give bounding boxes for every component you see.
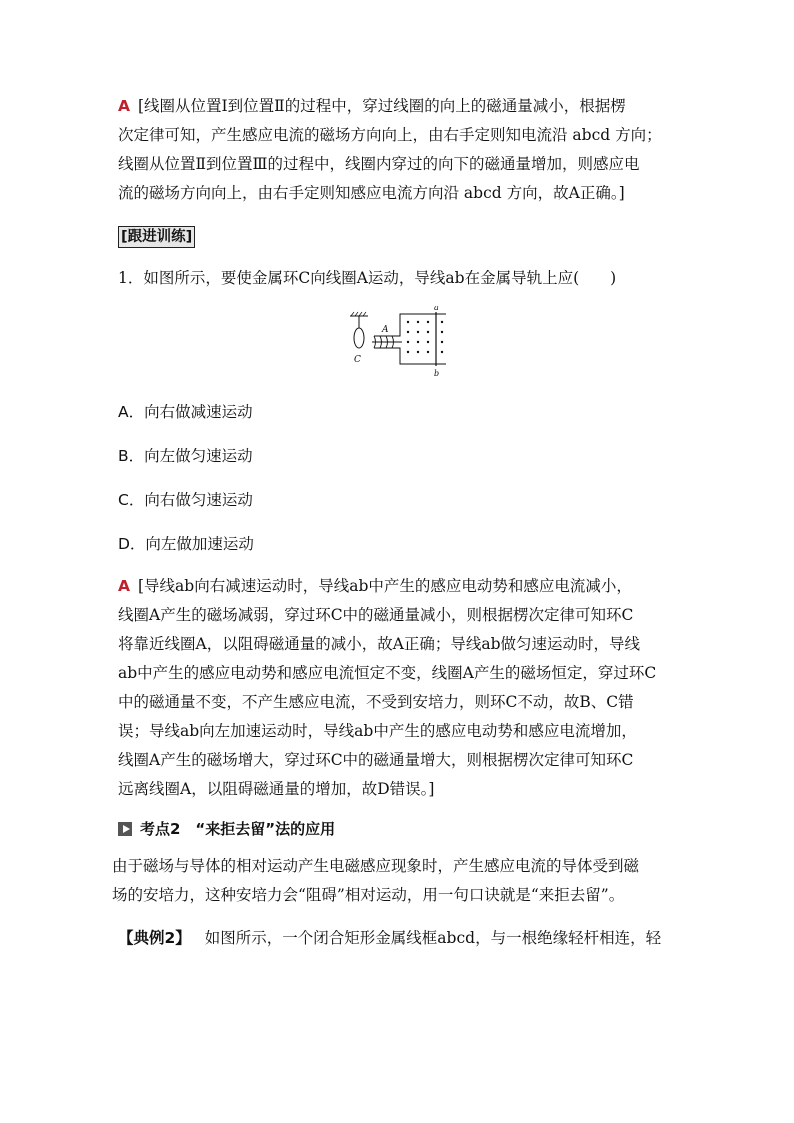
option-d: D．向左做加速运动 [118,535,254,553]
magnetic-field-dots [407,321,443,353]
answer-line: [导线ab向右减速运动时，导线ab中产生的感应电动势和感应电流减小， [138,577,632,595]
answer-line: 远离线圈A，以阻碍磁通量的增加，故D错误。] [118,780,435,798]
answer-line: 误；导线ab向左加速运动时，导线ab中产生的感应电动势和感应电流增加， [118,722,637,740]
answer-line: 线圈从位置Ⅱ到位置Ⅲ的过程中，线圈内穿过的向下的磁通量增加，则感应电 [118,155,640,173]
coil-a [372,336,402,348]
example-label: 【典例2】 [118,929,191,947]
answer-letter: A [118,577,130,595]
answer-line: 将靠近线圈A，以阻碍磁通量的减小，故A正确；导线ab做匀速运动时，导线 [118,635,641,653]
answer-block-2 [118,572,688,804]
answer-line: 线圈A产生的磁场增大，穿过环C中的磁通量增大，则根据楞次定律可知环C [118,751,634,769]
ring-c [354,328,364,348]
answer-line: 中的磁通量不变，不产生感应电流，不受到安培力，则环C不动，故B、C错 [118,693,634,711]
answer-block-1 [118,92,688,208]
section-heading [118,816,688,842]
option-b: B．向左做匀速运动 [118,447,253,465]
answer-line: [线圈从位置Ⅰ到位置Ⅱ的过程中，穿过线圈的向上的磁通量减小，根据楞 [138,97,626,115]
example-line [118,924,688,953]
page-content [112,92,688,953]
intro-line: 由于磁场与导体的相对运动产生电磁感应现象时，产生感应电流的导体受到磁 [112,857,640,875]
question-text: 1．如图所示，要使金属环C向线圈A运动，导线ab在金属导轨上应( ) [118,269,617,287]
label-c: C [354,355,361,365]
section-title: 考点2 “来拒去留”法的应用 [140,820,336,838]
answer-line: 线圈A产生的磁场减弱，穿过环C中的磁通量减小，则根据楞次定律可知环C [118,606,634,624]
label-a: a [434,306,439,312]
label-b: b [434,369,440,378]
answer-line: 次定律可知，产生感应电流的磁场方向向上，由右手定则知电流沿 abcd 方向； [118,126,662,144]
training-label: [跟进训练] [118,226,195,248]
option-c: C．向右做匀速运动 [118,491,253,509]
circuit-figure [342,306,452,380]
intro-line: 场的安培力，这种安培力会“阻碍”相对运动，用一句口诀就是“来拒去留”。 [112,886,625,904]
answer-line: 流的磁场方向向上，由右手定则知感应电流方向沿 abcd 方向，故A正确。] [118,184,625,202]
option-a: A．向右做减速运动 [118,403,253,421]
example-text: 如图所示，一个闭合矩形金属线框abcd，与一根绝缘轻杆相连，轻 [204,929,662,947]
label-a-coil: A [382,325,389,335]
answer-line: ab中产生的感应电动势和感应电流恒定不变，线圈A产生的磁场恒定，穿过环C [118,664,657,682]
answer-letter: A [118,97,130,115]
play-marker-icon [118,822,132,836]
